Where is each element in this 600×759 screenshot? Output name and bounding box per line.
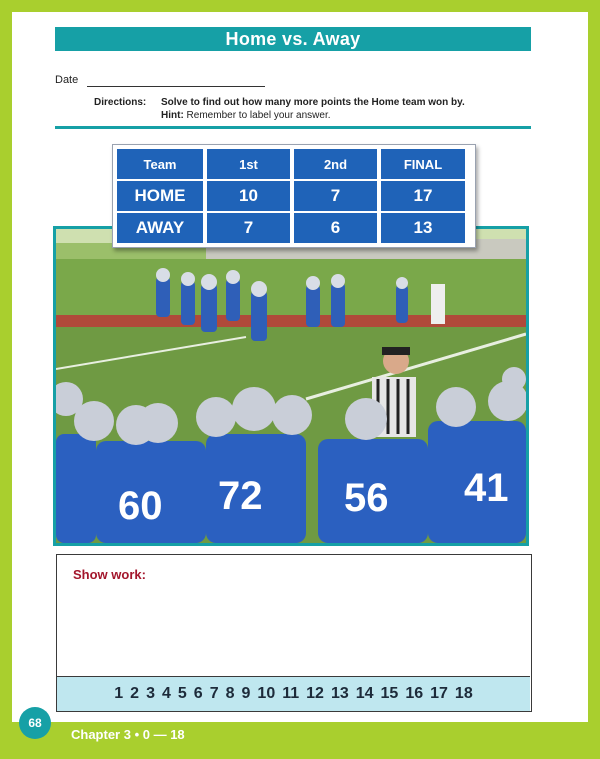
number-line-item: 17 bbox=[430, 685, 448, 702]
divider bbox=[55, 126, 531, 129]
scoreboard-header: Team bbox=[117, 149, 203, 179]
scoreboard-cell: 13 bbox=[381, 213, 465, 243]
number-line-item: 16 bbox=[405, 685, 424, 702]
number-line-item: 5 bbox=[177, 685, 187, 702]
football-scene bbox=[56, 229, 526, 543]
scoreboard-team-away: AWAY bbox=[117, 213, 203, 243]
number-line-item: 11 bbox=[282, 685, 300, 702]
right-border bbox=[588, 0, 600, 759]
date-label: Date bbox=[55, 74, 79, 86]
number-line-item: 15 bbox=[380, 685, 399, 702]
number-line-item: 14 bbox=[355, 685, 374, 702]
number-line-item: 7 bbox=[209, 685, 219, 702]
hint-label: Hint: bbox=[161, 110, 184, 121]
date-field[interactable] bbox=[87, 86, 265, 87]
scoreboard-grid bbox=[117, 149, 469, 243]
scoreboard-team-home: HOME bbox=[117, 181, 203, 211]
scoreboard-header: 2nd bbox=[294, 149, 377, 179]
scoreboard-cell: 17 bbox=[381, 181, 465, 211]
hint-text: Remember to label your answer. bbox=[183, 110, 331, 121]
directions-label: Directions: bbox=[94, 97, 147, 108]
number-line-item: 2 bbox=[130, 685, 140, 702]
jersey-number: 60 bbox=[118, 484, 163, 528]
number-line-item: 1 bbox=[114, 685, 124, 702]
jersey-number: 72 bbox=[218, 474, 263, 518]
scoreboard-cell: 10 bbox=[207, 181, 290, 211]
top-border bbox=[0, 0, 600, 12]
football-photo bbox=[53, 226, 529, 546]
show-work-label: Show work: bbox=[73, 567, 146, 582]
number-line-item: 9 bbox=[241, 685, 251, 702]
hint bbox=[161, 110, 331, 121]
page-title: Home vs. Away bbox=[55, 27, 531, 51]
number-line-item: 3 bbox=[146, 685, 155, 702]
scoreboard-cell: 6 bbox=[294, 213, 377, 243]
number-line bbox=[57, 676, 530, 711]
number-line-item: 8 bbox=[225, 685, 235, 702]
page-number: 68 bbox=[19, 707, 51, 739]
scoreboard-header: FINAL bbox=[381, 149, 465, 179]
scoreboard bbox=[112, 144, 476, 248]
jersey-number: 56 bbox=[344, 476, 389, 520]
chapter-label: Chapter 3 • 0 — 18 bbox=[71, 727, 185, 742]
number-line-item: 13 bbox=[330, 685, 349, 702]
number-line-item: 4 bbox=[161, 685, 171, 702]
jersey-number: 41 bbox=[464, 466, 509, 510]
number-line-item: 6 bbox=[193, 685, 203, 702]
number-line-item: 18 bbox=[454, 685, 473, 702]
scoreboard-cell: 7 bbox=[294, 181, 377, 211]
number-line-item: 12 bbox=[306, 685, 324, 702]
directions-text: Solve to find out how many more points the Home team won by. bbox=[161, 97, 465, 108]
number-line-item: 10 bbox=[257, 685, 276, 702]
scoreboard-header: 1st bbox=[207, 149, 290, 179]
scoreboard-cell: 7 bbox=[207, 213, 290, 243]
show-work-area[interactable] bbox=[56, 554, 532, 712]
left-border bbox=[0, 0, 12, 759]
